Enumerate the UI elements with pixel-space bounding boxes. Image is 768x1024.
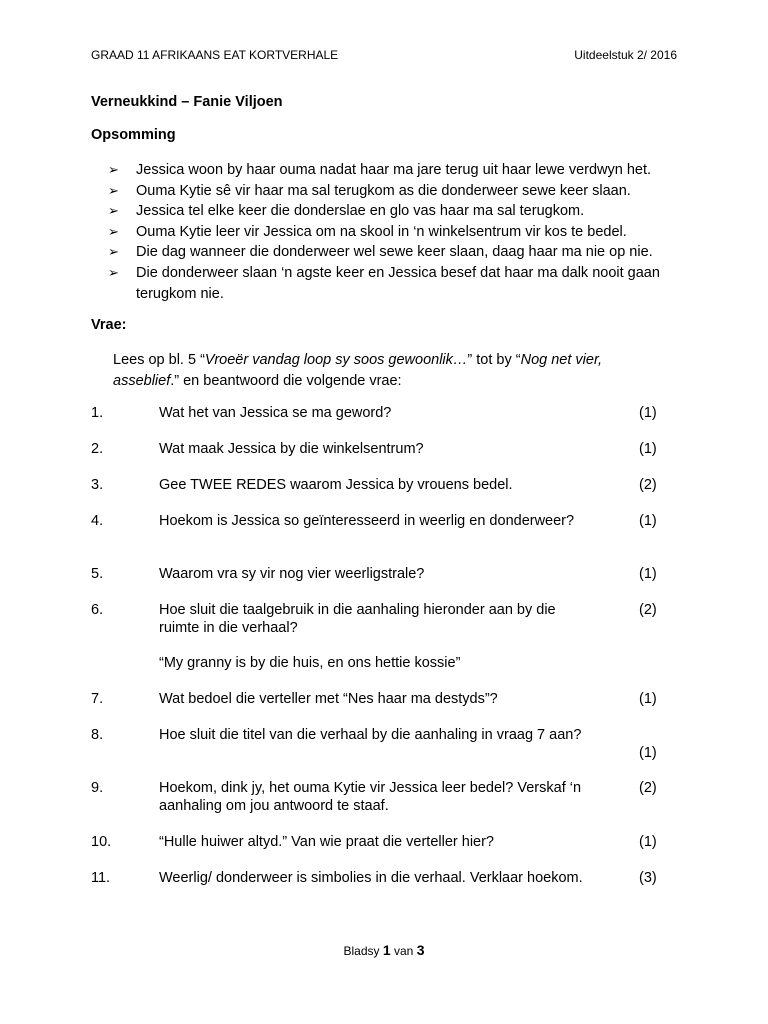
list-item (108, 201, 688, 222)
summary-text: Jessica tel elke keer die donderslae en glo vas haar ma sal terugkom. (136, 203, 585, 220)
arrow-bullet-icon: ➢ (108, 162, 119, 177)
summary-heading: Opsomming (91, 127, 176, 143)
question-text: “Hulle huiwer altyd.” Van wie praat die verteller hier? (159, 834, 494, 850)
question-text: Hoe sluit die taalgebruik in die aanhaling hieronder aan by die ruimte in die verhaal? (159, 602, 556, 636)
current-page-number: 1 (382, 942, 391, 958)
intro-part: .” en beantwoord die volgende vrae: (170, 373, 402, 389)
question-text: Gee TWEE REDES waarom Jessica by vrouens bedel. (159, 477, 513, 493)
question-number: 8. (91, 727, 104, 743)
total-page-count: 3 (416, 942, 425, 958)
question-mark: (2) (639, 602, 657, 618)
arrow-bullet-icon: ➢ (108, 264, 119, 280)
intro-part: Lees op bl. 5 “ (113, 352, 205, 368)
question-mark: (3) (639, 870, 657, 886)
list-item (108, 222, 688, 243)
footer-middle: van (394, 944, 414, 958)
document-title: Verneukkind – Fanie Viljoen (91, 94, 283, 110)
page-footer (0, 942, 768, 958)
question-number: 6. (91, 602, 104, 618)
question-mark: (2) (639, 780, 657, 796)
header-left: GRAAD 11 AFRIKAANS EAT KORTVERHALE (91, 48, 339, 62)
arrow-bullet-icon: ➢ (108, 244, 119, 260)
question-number: 2. (91, 441, 104, 457)
summary-text: Ouma Kytie leer vir Jessica om na skool in ‘n winkelsentrum vir kos te bedel. (136, 223, 627, 240)
summary-list (108, 160, 688, 304)
question-number: 10. (91, 834, 112, 850)
question-number: 1. (91, 405, 104, 421)
question-text: Weerlig/ donderweer is simbolies in die verhaal. Verklaar hoekom. (159, 870, 583, 886)
arrow-bullet-icon: ➢ (108, 182, 119, 198)
question-text: Hoe sluit die titel van die verhaal by die aanhaling in vraag 7 aan? (159, 727, 582, 743)
arrow-bullet-icon: ➢ (108, 203, 119, 219)
summary-text: Jessica woon by haar ouma nadat haar ma jare terug uit haar lewe verdwyn het. (136, 162, 652, 178)
question-text: Wat bedoel die verteller met “Nes haar ma destyds”? (159, 691, 498, 707)
footer-prefix: Bladsy (343, 944, 380, 958)
question-number: 9. (91, 780, 104, 796)
list-item (108, 181, 688, 202)
question-text: Hoekom, dink jy, het ouma Kytie vir Jessica leer bedel? Verskaf ‘n aanhaling om jou antwoord te staaf. (159, 780, 582, 814)
summary-text: Ouma Kytie sê vir haar ma sal terugkom as die donderweer sewe keer slaan. (136, 182, 631, 199)
question-mark: (1) (639, 405, 657, 421)
question-text: Hoekom is Jessica so geïnteresseerd in weerlig en donderweer? (159, 513, 575, 529)
question-mark: (2) (639, 477, 657, 493)
question-mark: (1) (639, 691, 657, 707)
question-number: 7. (91, 691, 104, 707)
list-item (108, 160, 688, 181)
question-mark: (1) (639, 441, 657, 457)
page-header (91, 48, 677, 62)
question-number: 11. (91, 870, 111, 886)
questions-heading: Vrae: (91, 317, 127, 333)
questions-intro (113, 350, 643, 392)
header-right: Uitdeelstuk 2/ 2016 (574, 48, 677, 62)
intro-quote-start: Vroeër vandag loop sy soos gewoonlik… (204, 352, 468, 368)
question-number: 5. (91, 566, 104, 582)
question-number: 3. (91, 477, 104, 493)
question-text: Wat het van Jessica se ma geword? (159, 405, 392, 421)
summary-text: Die dag wanneer die donderweer wel sewe keer slaan, daag haar ma nie op nie. (136, 244, 653, 261)
intro-quote-end: Nog net vier, asseblief (113, 352, 603, 389)
question-text: Wat maak Jessica by die winkelsentrum? (159, 441, 424, 457)
dialect-quote: “My granny is by die huis, en ons hettie kossie” (159, 655, 461, 671)
summary-text: Die donderweer slaan ‘n agste keer en Jessica besef dat haar ma dalk nooit gaan terugkom nie. (136, 264, 660, 302)
question-mark: (1) (639, 513, 657, 529)
question-text: Waarom vra sy vir nog vier weerligstrale? (159, 566, 425, 582)
question-mark: (1) (639, 745, 657, 761)
question-number: 4. (91, 513, 104, 529)
list-item (108, 263, 688, 304)
list-item (108, 242, 688, 263)
question-mark: (1) (639, 834, 657, 850)
question-mark: (1) (639, 566, 657, 582)
intro-part: ” tot by “ (467, 352, 521, 368)
arrow-bullet-icon: ➢ (108, 223, 119, 239)
